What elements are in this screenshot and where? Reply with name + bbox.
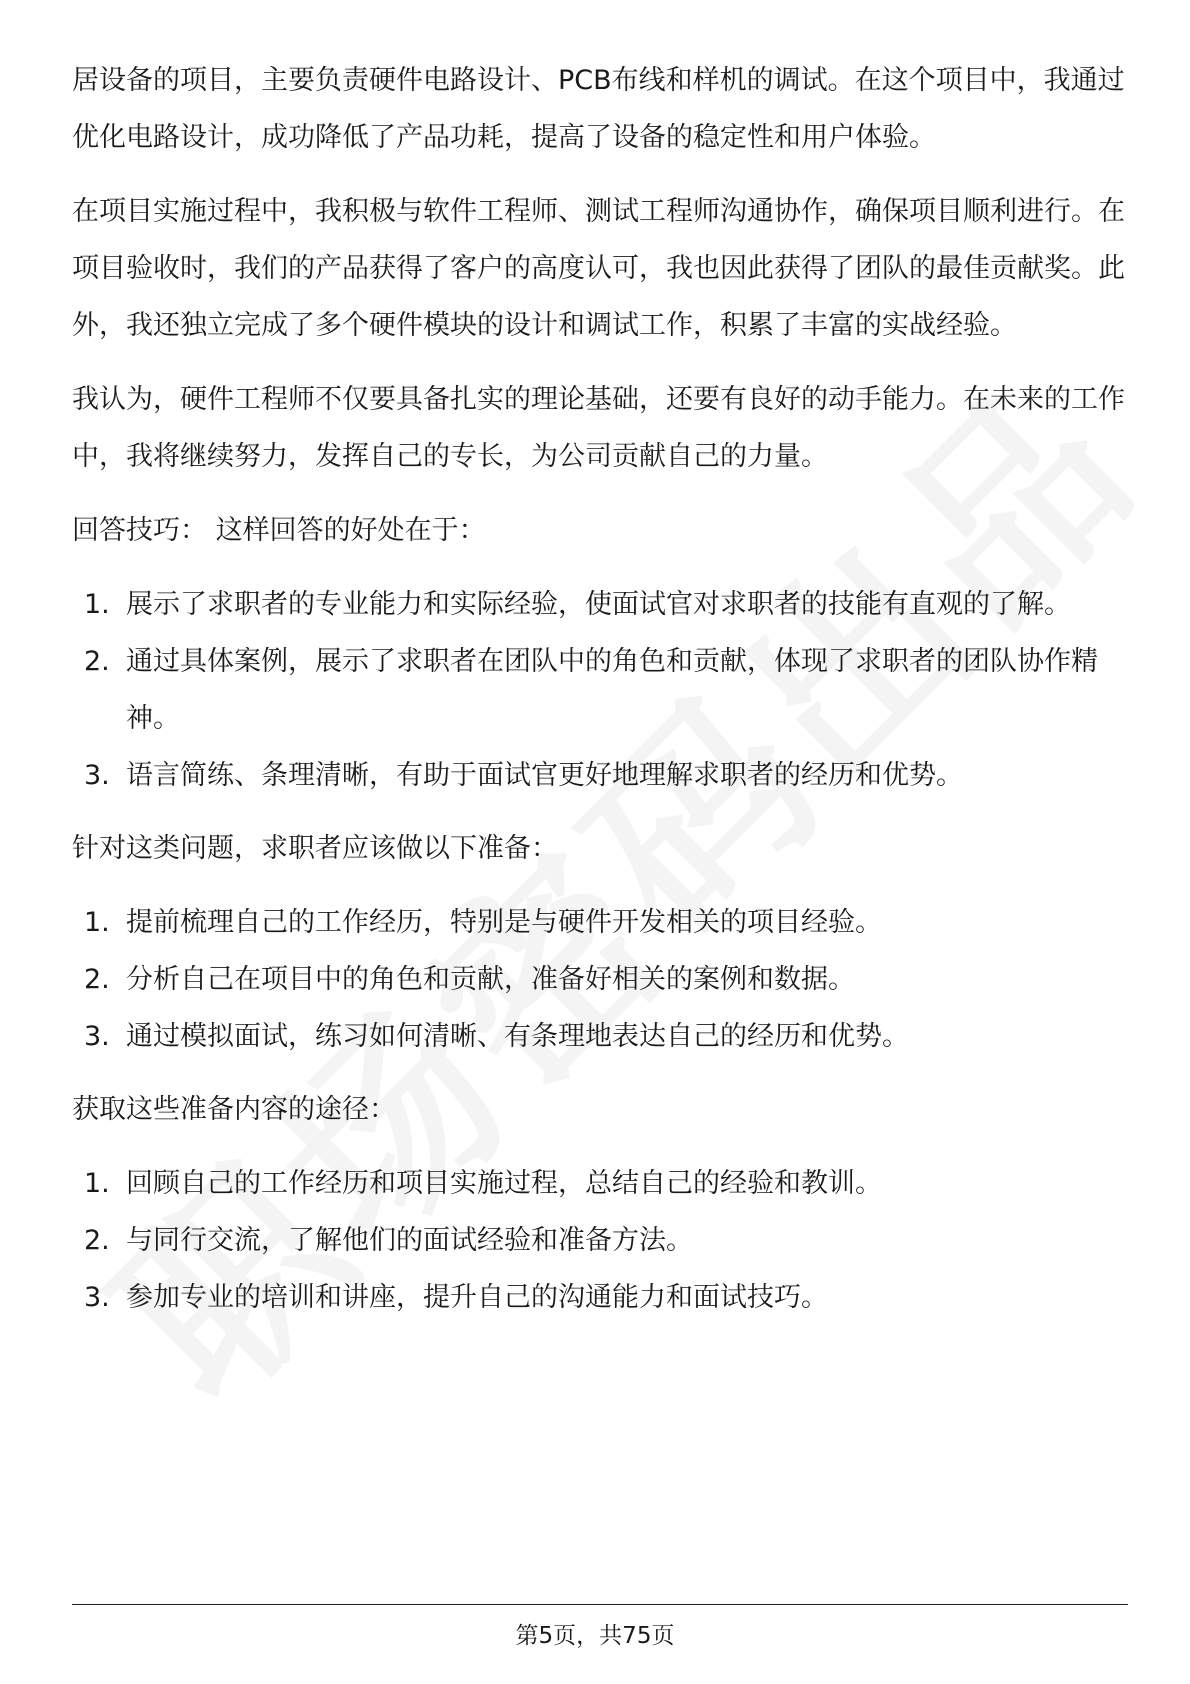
- list-number: 1.: [84, 907, 110, 938]
- footer-divider: [72, 1604, 1128, 1605]
- list-number: 2.: [84, 646, 110, 677]
- list-item-text: 与同行交流，了解他们的面试经验和准备方法。: [126, 1225, 693, 1256]
- page-content: [72, 52, 1128, 1342]
- prep-list: [72, 894, 1128, 1065]
- list-item-text: 语言简练、条理清晰，有助于面试官更好地理解求职者的经历和优势。: [126, 760, 963, 791]
- paragraph-project-process: 在项目实施过程中，我积极与软件工程师、测试工程师沟通协作，确保项目顺利进行。在项目验收时，我们的产品获得了客户的高度认可，我也因此获得了团队的最佳贡献奖。此外，我还独立完成了多个硬件模块的设计和调试工作，积累了丰富的实战经验。: [72, 196, 1125, 341]
- list-item: [72, 1008, 1128, 1065]
- prep-heading: 针对这类问题，求职者应该做以下准备：: [72, 833, 558, 864]
- page-number: 第5页，共75页: [515, 1623, 675, 1649]
- list-item: [72, 576, 1128, 633]
- tips-heading: 回答技巧： 这样回答的好处在于：: [72, 515, 486, 546]
- paragraph-conclusion: 我认为，硬件工程师不仅要具备扎实的理论基础，还要有良好的动手能力。在未来的工作中，我将继续努力，发挥自己的专长，为公司贡献自己的力量。: [72, 384, 1125, 472]
- list-number: 3.: [84, 1282, 110, 1313]
- list-item-text: 分析自己在项目中的角色和贡献，准备好相关的案例和数据。: [126, 964, 855, 995]
- list-number: 3.: [84, 1021, 110, 1052]
- paragraph-project-description: 居设备的项目，主要负责硬件电路设计、PCB布线和样机的调试。在这个项目中，我通过优化电路设计，成功降低了产品功耗，提高了设备的稳定性和用户体验。: [72, 65, 1125, 153]
- list-item: [72, 1269, 1128, 1326]
- list-item-text: 通过模拟面试，练习如何清晰、有条理地表达自己的经历和优势。: [126, 1021, 909, 1052]
- tips-list: [72, 576, 1128, 804]
- list-number: 1.: [84, 589, 110, 620]
- source-list: [72, 1155, 1128, 1326]
- list-item: [72, 951, 1128, 1008]
- list-item-text: 展示了求职者的专业能力和实际经验，使面试官对求职者的技能有直观的了解。: [126, 589, 1071, 620]
- list-item: [72, 1212, 1128, 1269]
- list-item: [72, 747, 1128, 804]
- list-item-text: 提前梳理自己的工作经历，特别是与硬件开发相关的项目经验。: [126, 907, 882, 938]
- list-number: 1.: [84, 1168, 110, 1199]
- list-item-text: 参加专业的培训和讲座，提升自己的沟通能力和面试技巧。: [126, 1282, 828, 1313]
- list-number: 2.: [84, 1225, 110, 1256]
- list-number: 3.: [84, 760, 110, 791]
- list-item-text: 回顾自己的工作经历和项目实施过程，总结自己的经验和教训。: [126, 1168, 882, 1199]
- source-heading: 获取这些准备内容的途径：: [72, 1094, 396, 1125]
- list-item: [72, 1155, 1128, 1212]
- list-item: [72, 633, 1128, 747]
- list-number: 2.: [84, 964, 110, 995]
- list-item-text: 通过具体案例，展示了求职者在团队中的角色和贡献，体现了求职者的团队协作精神。: [126, 646, 1098, 734]
- list-item: [72, 894, 1128, 951]
